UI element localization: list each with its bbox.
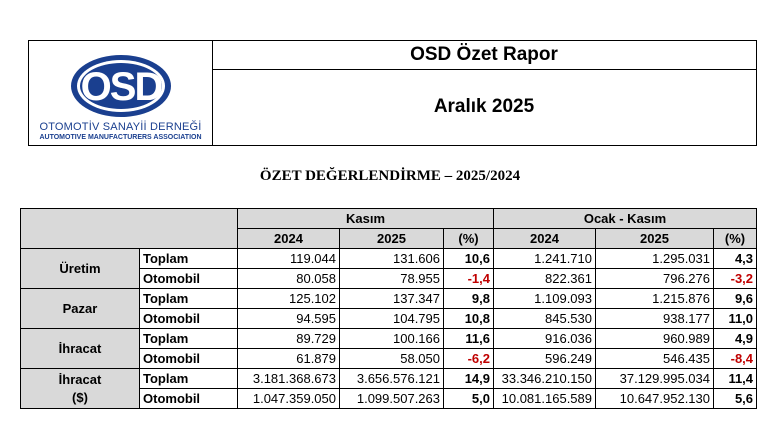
change-percent-cell: 10,6 bbox=[444, 249, 494, 269]
value-cell: 10.081.165.589 bbox=[494, 389, 596, 409]
row-label: Toplam bbox=[140, 289, 238, 309]
change-percent-cell: -8,4 bbox=[714, 349, 757, 369]
summary-table bbox=[20, 208, 757, 409]
logo-name-tr: OTOMOTİV SANAYİİ DERNEĞİ bbox=[39, 121, 202, 133]
value-cell: 938.177 bbox=[596, 309, 714, 329]
section-label-text: Üretim bbox=[59, 260, 101, 276]
value-cell: 10.647.952.130 bbox=[596, 389, 714, 409]
section-label bbox=[21, 249, 140, 289]
table-row bbox=[21, 289, 757, 309]
section-label-unit: ($) bbox=[72, 389, 88, 405]
section-label bbox=[21, 289, 140, 329]
value-cell: 1.099.507.263 bbox=[340, 389, 444, 409]
value-cell: 37.129.995.034 bbox=[596, 369, 714, 389]
section-label bbox=[21, 329, 140, 369]
change-percent-cell: 11,4 bbox=[714, 369, 757, 389]
change-percent-cell: -6,2 bbox=[444, 349, 494, 369]
table-row bbox=[21, 369, 757, 389]
value-cell: 1.215.876 bbox=[596, 289, 714, 309]
value-cell: 796.276 bbox=[596, 269, 714, 289]
section-label-text: İhracat bbox=[58, 340, 102, 356]
row-label: Otomobil bbox=[140, 389, 238, 409]
value-cell: 58.050 bbox=[340, 349, 444, 369]
value-cell: 1.295.031 bbox=[596, 249, 714, 269]
row-label: Toplam bbox=[140, 369, 238, 389]
value-cell: 125.102 bbox=[238, 289, 340, 309]
value-cell: 822.361 bbox=[494, 269, 596, 289]
column-header: (%) bbox=[444, 229, 494, 249]
summary-subtitle: ÖZET DEĞERLENDİRME – 2025/2024 bbox=[259, 168, 521, 184]
value-cell: 131.606 bbox=[340, 249, 444, 269]
row-label: Otomobil bbox=[140, 269, 238, 289]
osd-logo bbox=[29, 41, 213, 145]
column-header: 2025 bbox=[340, 229, 444, 249]
report-title: OSD Özet Rapor bbox=[212, 41, 756, 70]
logo-name-en: AUTOMOTIVE MANUFACTURERS ASSOCIATION bbox=[39, 134, 202, 141]
value-cell: 1.241.710 bbox=[494, 249, 596, 269]
change-percent-cell: 11,0 bbox=[714, 309, 757, 329]
logo-mark-text: OSD bbox=[80, 65, 162, 109]
column-header: 2024 bbox=[238, 229, 340, 249]
section-label-text: Pazar bbox=[62, 300, 98, 316]
row-label: Toplam bbox=[140, 329, 238, 349]
change-percent-cell: 4,9 bbox=[714, 329, 757, 349]
value-cell: 1.047.359.050 bbox=[238, 389, 340, 409]
row-label: Toplam bbox=[140, 249, 238, 269]
change-percent-cell: 14,9 bbox=[444, 369, 494, 389]
change-percent-cell: 10,8 bbox=[444, 309, 494, 329]
change-percent-cell: -3,2 bbox=[714, 269, 757, 289]
value-cell: 89.729 bbox=[238, 329, 340, 349]
value-cell: 137.347 bbox=[340, 289, 444, 309]
group-header-kasim: Kasım bbox=[238, 209, 494, 229]
value-cell: 61.879 bbox=[238, 349, 340, 369]
table-corner bbox=[21, 209, 238, 249]
change-percent-cell: 9,8 bbox=[444, 289, 494, 309]
value-cell: 960.989 bbox=[596, 329, 714, 349]
value-cell: 596.249 bbox=[494, 349, 596, 369]
change-percent-cell: 9,6 bbox=[714, 289, 757, 309]
table-row bbox=[21, 249, 757, 269]
osd-logo-mark bbox=[69, 53, 173, 119]
value-cell: 100.166 bbox=[340, 329, 444, 349]
value-cell: 1.109.093 bbox=[494, 289, 596, 309]
report-date: Aralık 2025 bbox=[433, 96, 535, 117]
change-percent-cell: 11,6 bbox=[444, 329, 494, 349]
report-header bbox=[28, 40, 757, 146]
column-header: 2024 bbox=[494, 229, 596, 249]
column-header: (%) bbox=[714, 229, 757, 249]
value-cell: 33.346.210.150 bbox=[494, 369, 596, 389]
value-cell: 3.181.368.673 bbox=[238, 369, 340, 389]
column-header: 2025 bbox=[596, 229, 714, 249]
table-row bbox=[21, 329, 757, 349]
change-percent-cell: 5,0 bbox=[444, 389, 494, 409]
group-header-ocak-kasim: Ocak - Kasım bbox=[494, 209, 757, 229]
value-cell: 94.595 bbox=[238, 309, 340, 329]
value-cell: 80.058 bbox=[238, 269, 340, 289]
row-label: Otomobil bbox=[140, 309, 238, 329]
row-label: Otomobil bbox=[140, 349, 238, 369]
value-cell: 119.044 bbox=[238, 249, 340, 269]
value-cell: 916.036 bbox=[494, 329, 596, 349]
change-percent-cell: -1,4 bbox=[444, 269, 494, 289]
value-cell: 104.795 bbox=[340, 309, 444, 329]
value-cell: 845.530 bbox=[494, 309, 596, 329]
value-cell: 78.955 bbox=[340, 269, 444, 289]
change-percent-cell: 4,3 bbox=[714, 249, 757, 269]
section-label bbox=[21, 369, 140, 409]
change-percent-cell: 5,6 bbox=[714, 389, 757, 409]
section-label-text: İhracat bbox=[58, 371, 102, 387]
value-cell: 3.656.576.121 bbox=[340, 369, 444, 389]
value-cell: 546.435 bbox=[596, 349, 714, 369]
